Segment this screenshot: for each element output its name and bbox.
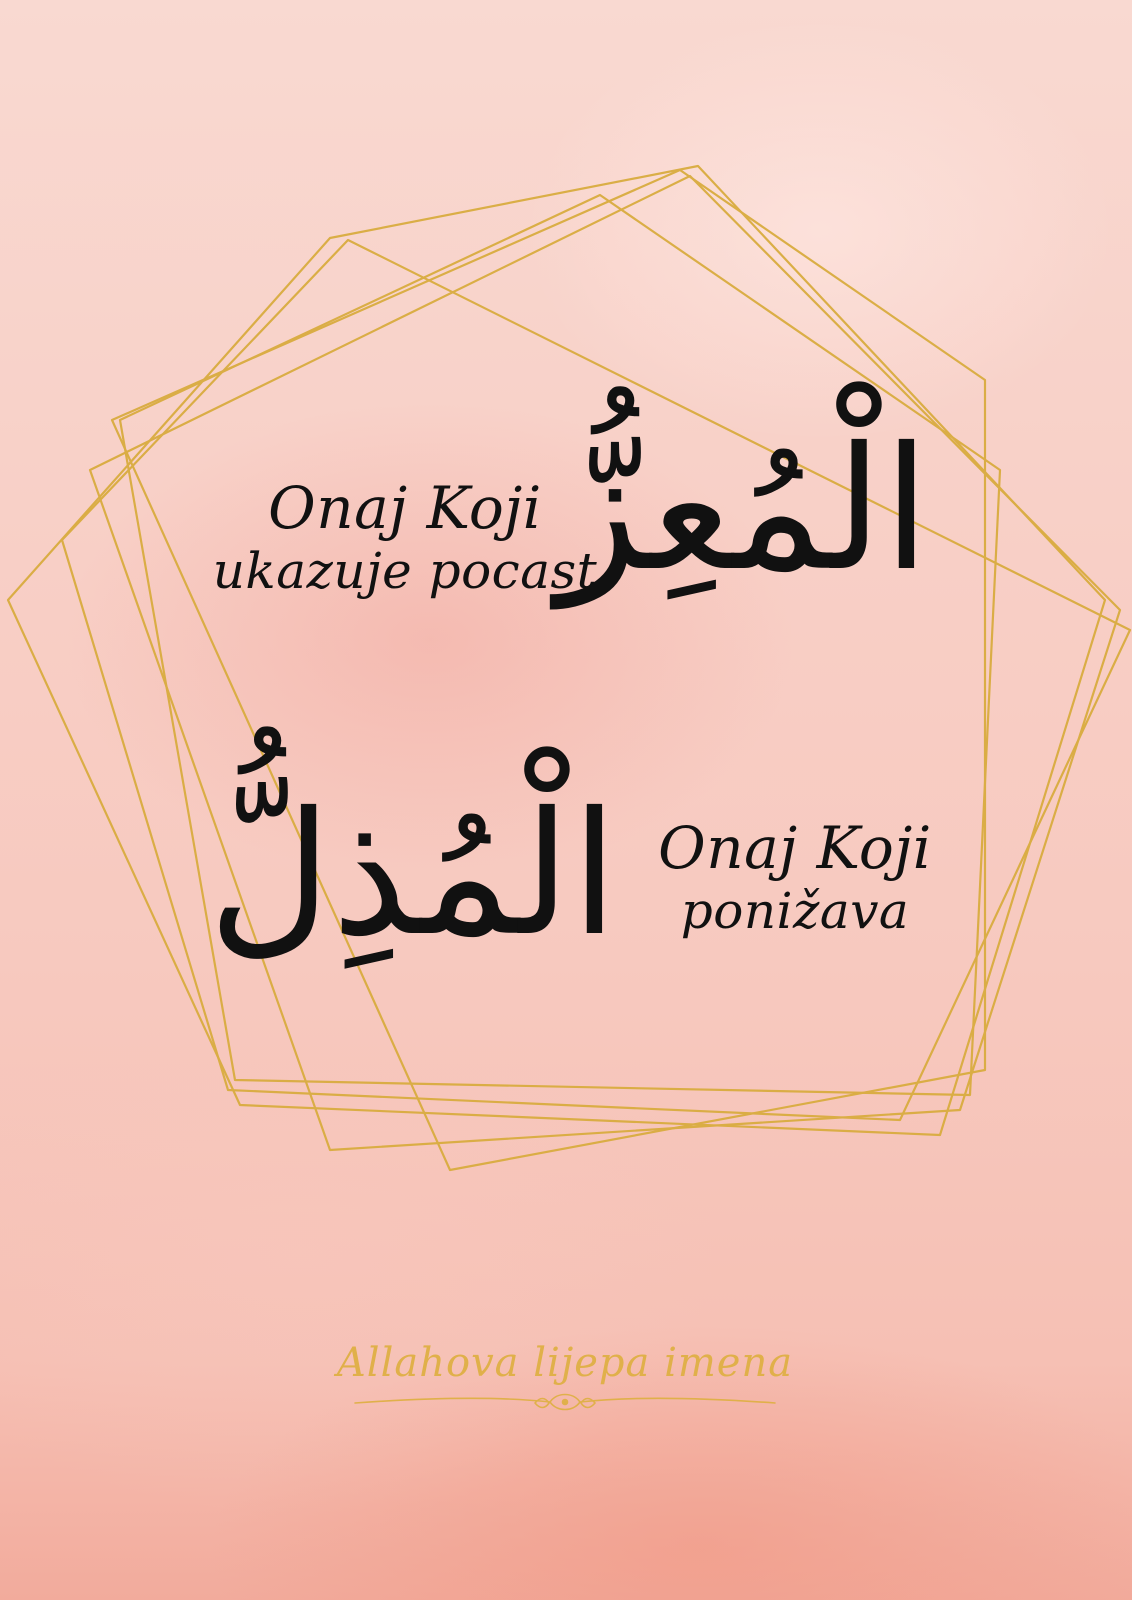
name-1-translation-line-2: ukazuje pocast	[212, 541, 598, 600]
name-1-translation	[195, 474, 615, 600]
footer-title: Allahova lijepa imena	[336, 1340, 794, 1386]
footer	[330, 1340, 800, 1418]
name-2-arabic: الْمُذِلُّ	[207, 776, 618, 974]
name-2-translation-line-1: Onaj Koji	[658, 814, 932, 882]
name-2-translation	[605, 814, 985, 940]
frame-polygon-1	[8, 166, 1105, 1135]
footer-ornament-icon	[345, 1388, 785, 1418]
name-1-arabic: الْمُعِزُّ	[556, 411, 930, 609]
frame-polygon-5	[90, 176, 1120, 1150]
name-1-translation-line-1: Onaj Koji	[268, 474, 542, 542]
name-2-translation-line-2: ponižava	[680, 881, 910, 940]
frame-polygon-2	[112, 170, 985, 1170]
